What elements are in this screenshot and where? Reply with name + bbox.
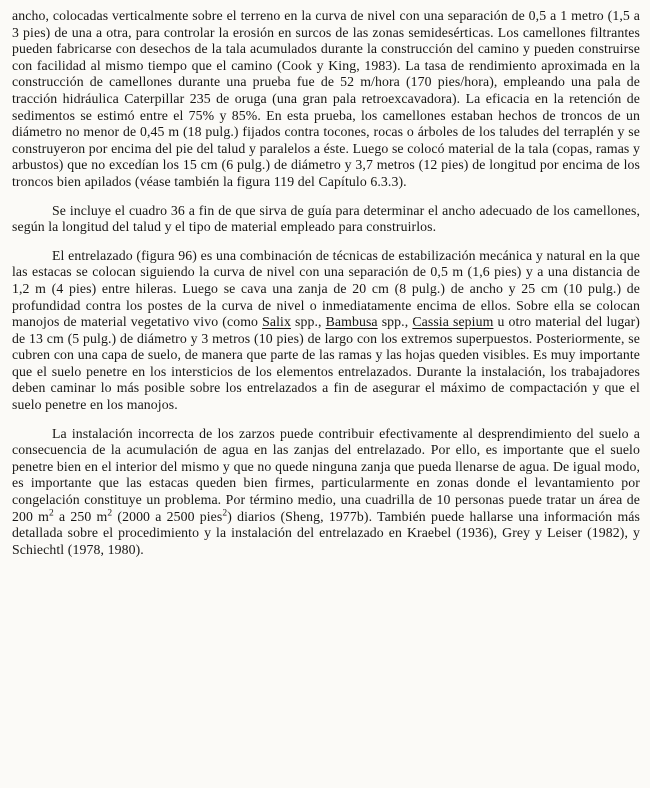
document-body <box>12 8 640 558</box>
text-segment: spp., <box>377 314 413 330</box>
paragraph-3 <box>12 248 640 414</box>
text-segment: Salix <box>262 314 291 330</box>
text-segment: ancho, colocadas verticalmente sobre el terreno en la curva de nivel con una separación de 0,5 a 1 metro (1,5 a 3 pies) de una a otra, para controlar la erosión en surcos de las zonas semidesérticas. Los camellones filtrantes pueden fabricarse con desechos de la tala acumulados durante la construcción del camino y pueden construirse con facilidad al mismo tiempo que el camino (Cook y King, 1983). La tasa de rendimiento aproximada en la construcción de camellones durante una prueba fue de 52 m/hora (170 pies/hora), empleando una pala de tracción hidráulica Caterpillar 235 de oruga (una gran pala retroexcavadora). La eficacia en la retención de sedimentos se estimó entre el 75% y 85%. En esta prueba, los camellones estaban hechos de troncos de un diámetro no menor de 0,45 m (18 pulg.) fijados contra tocones, rocas o árboles de los taludes del terraplén y se construyeron por encima del pie del talud y paralelos a éste. Luego se colocó material de la tala (copas, ramas y arbustos) que no excedían los 15 cm (6 pulg.) de diámetro y 3,7 metros (12 pies) de longitud por encima de los troncos bien apilados (véase también la figura 119 del Capítulo 6.3.3). <box>12 8 640 189</box>
text-segment: ) diarios (Sheng, 1977b). También puede hallarse una información más detallada sobre el procedimiento y la instalación del entrelazado en Kraebel (1936), Grey y Leiser (1982), y Schiechtl (1978, 1980). <box>12 508 640 557</box>
text-segment: a 250 m <box>53 508 108 524</box>
text-segment: (2000 a 2500 pies <box>112 508 223 524</box>
text-segment: Se incluye el cuadro 36 a fin de que sirva de guía para determinar el ancho adecuado de los camellones, según la longitud del talud y el tipo de material empleado para construirlos. <box>12 202 640 235</box>
text-segment: 2 <box>222 508 228 519</box>
text-segment: spp., <box>290 314 326 330</box>
text-segment: Bambusa <box>325 314 378 330</box>
text-segment: El entrelazado (figura 96) es una combinación de técnicas de estabilización mecánica y natural en la que las estacas se colocan siguiendo la curva de nivel con una separación de 0,5 m (1,6 pies) y a una distancia de 1,2 m (4 pies) entre hileras. Luego se cava una zanja de 20 cm (8 pulg.) de ancho y 25 cm (10 pulg.) de profundidad contra los postes de la curva de nivel o inmediatamente encima de ellos. Sobre ella se colocan manojos de material vegetativo vivo (como <box>12 247 640 330</box>
text-segment: Cassia sepium <box>412 314 494 330</box>
text-segment: u otro material del lugar) de 13 cm (5 pulg.) de diámetro y 3 metros (10 pies) de largo con los extremos superpuestos. Posteriormente, se cubren con una capa de suelo, de manera que parte de las ramas y las hojas queden visibles. Es muy importante que el suelo penetre en los intersticios de los elementos entrelazados. Durante la instalación, los trabajadores deben caminar lo más posible sobre los entrelazados a fin de asegurar el máximo de compactación y que el suelo penetre en los manojos. <box>12 314 640 413</box>
text-segment: La instalación incorrecta de los zarzos puede contribuir efectivamente al desprendimiento del suelo a consecuencia de la acumulación de agua en las zanjas del entrelazado. Por ello, es importante que el suelo penetre bien en el interior del mismo y que no quede ninguna zanja que pueda llenarse de agua. De igual modo, es importante que las estacas queden bien firmes, particularmente en zonas donde el levantamiento por congelación constituye un problema. Por término medio, una cuadrilla de 10 personas puede tratar un área de 200 m <box>12 425 640 524</box>
paragraph-4 <box>12 426 640 559</box>
paragraph-2 <box>12 203 640 236</box>
paragraph-1 <box>12 8 640 191</box>
text-segment: 2 <box>48 508 54 519</box>
text-segment: 2 <box>107 508 113 519</box>
